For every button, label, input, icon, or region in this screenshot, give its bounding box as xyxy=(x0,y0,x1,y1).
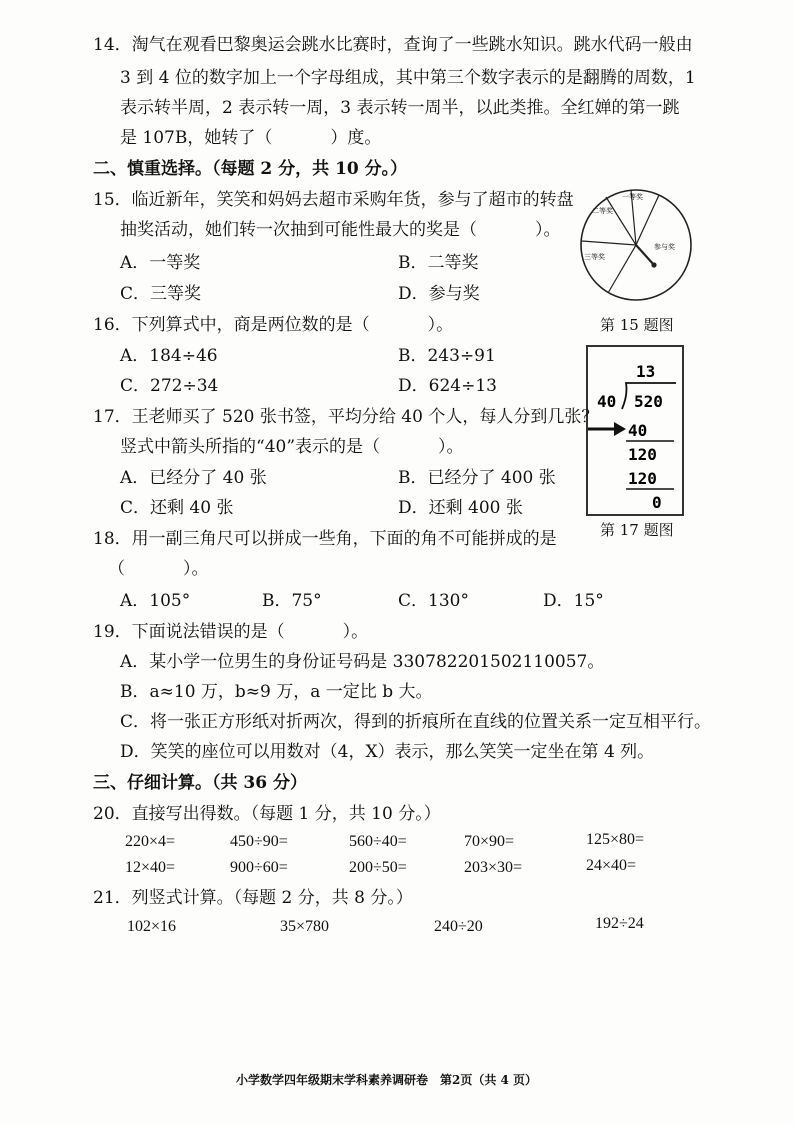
wheel-divider xyxy=(606,197,636,245)
q17-line2 xyxy=(120,436,464,458)
q17-line2-text: 竖式中箭头所指的“40”表示的是（ xyxy=(120,437,381,457)
q19-stem-end: ）。 xyxy=(342,622,369,642)
q19-option-c[interactable]: C．将一张正方形纸对折两次，得到的折痕所在直线的位置关系一定互相平行。 xyxy=(120,712,712,732)
q18-line1: 18．用一副三角尺可以拼成一些角，下面的角不可能拼成的是 xyxy=(93,529,557,549)
q18-line2 xyxy=(108,558,209,580)
q20-item: 220×4= xyxy=(125,833,176,850)
page-footer: 小学数学四年级期末学科素养调研卷 第2页（共 4 页） xyxy=(236,1073,538,1087)
q18-option-c[interactable]: C．130° xyxy=(398,591,469,611)
q19-option-b[interactable]: B．a≈10 万，b≈9 万，a 一定比 b 大。 xyxy=(120,682,433,702)
q18-option-d[interactable]: D．15° xyxy=(543,591,604,611)
wheel-divider xyxy=(608,245,636,293)
q20-item: 70×90= xyxy=(464,833,515,850)
q16-option-c[interactable]: C．272÷34 xyxy=(120,376,219,396)
q17-line1: 17．王老师买了 520 张书签，平均分给 40 个人，每人分到几张？ xyxy=(93,407,599,427)
q20-item: 900÷60= xyxy=(230,859,288,876)
long-division-svg xyxy=(588,347,682,514)
q20-item: 560÷40= xyxy=(349,833,407,850)
long-division-figure xyxy=(586,345,684,516)
q16-stem-end: ）。 xyxy=(427,315,454,335)
wheel-pointer xyxy=(636,245,654,265)
q20-stem: 20．直接写出得数。（每题 1 分，共 10 分。） xyxy=(93,804,441,824)
q21-stem: 21．列竖式计算。（每题 2 分，共 8 分。） xyxy=(93,888,413,908)
wheel-pointer-tip xyxy=(651,262,656,267)
q16-option-a[interactable]: A．184÷46 xyxy=(120,346,218,366)
q19-stem-text: 19．下面说法错误的是（ xyxy=(93,622,285,642)
q19-option-d[interactable]: D．笑笑的座位可以用数对（4，X）表示，那么笑笑一定坐在第 4 列。 xyxy=(120,742,655,762)
q20-item: 24×40= xyxy=(586,857,637,874)
q14-line4-text: 是 107B，她转了（ xyxy=(120,128,273,148)
section-3-heading: 三、仔细计算。（共 36 分） xyxy=(93,773,307,793)
q15-line2-end: ）。 xyxy=(535,220,561,240)
q17-option-c[interactable]: C．还剩 40 张 xyxy=(120,498,234,518)
q17-option-a[interactable]: A．已经分了 40 张 xyxy=(120,468,267,488)
q18-option-a[interactable]: A．105° xyxy=(120,591,191,611)
division-step-2: 120 xyxy=(628,469,657,488)
q19-option-a[interactable]: A．某小学一位男生的身份证号码是 330782201502110057。 xyxy=(120,652,605,672)
q20-item: 12×40= xyxy=(125,859,176,876)
q18-line2-text: （ xyxy=(108,559,125,579)
q17-option-b[interactable]: B．已经分了 400 张 xyxy=(398,468,556,488)
division-dividend: 520 xyxy=(634,392,663,411)
q15-option-a[interactable]: A．一等奖 xyxy=(120,253,201,273)
wheel-label-second: 二等奖 xyxy=(592,207,613,215)
division-remainder-2: 0 xyxy=(652,493,662,512)
figure-17-caption: 第 17 题图 xyxy=(600,521,674,539)
division-step-1: 40 xyxy=(628,421,648,440)
q18-line2-end: ）。 xyxy=(183,559,209,579)
arrow-head-icon xyxy=(614,422,626,436)
q15-option-b[interactable]: B．二等奖 xyxy=(398,253,479,273)
prize-wheel-figure xyxy=(576,175,696,315)
q21-item: 102×16 xyxy=(127,918,177,935)
q18-option-b[interactable]: B．75° xyxy=(262,591,322,611)
q16-option-b[interactable]: B．243÷91 xyxy=(398,346,496,366)
wheel-divider xyxy=(636,195,659,245)
q16-option-d[interactable]: D．624÷13 xyxy=(398,376,497,396)
division-quotient: 13 xyxy=(636,362,656,381)
q14-line1: 14．淘气在观看巴黎奥运会跳水比赛时，查询了一些跳水知识。跳水代码一般由 xyxy=(93,35,693,55)
q14-line4 xyxy=(120,127,381,149)
division-remainder-1: 120 xyxy=(628,445,657,464)
q14-line4-end: ）度。 xyxy=(330,128,382,148)
q15-line1: 15．临近新年，笑笑和妈妈去超市采购年货，参与了超市的转盘 xyxy=(93,190,574,210)
q14-line2: 3 到 4 位的数字加上一个字母组成，其中第三个数字表示的是翻腾的周数，1 xyxy=(120,68,696,88)
q19-stem xyxy=(93,621,368,643)
wheel-label-third: 三等奖 xyxy=(584,253,605,261)
q16-stem xyxy=(93,314,453,336)
q17-option-d[interactable]: D．还剩 400 张 xyxy=(398,498,523,518)
q21-item: 240÷20 xyxy=(434,918,483,935)
q15-option-c[interactable]: C．三等奖 xyxy=(120,284,202,304)
wheel-label-first: 一等奖 xyxy=(622,193,643,201)
q17-line2-end: ）。 xyxy=(438,437,464,457)
q20-item: 125×80= xyxy=(586,831,645,848)
wheel-divider xyxy=(582,241,636,245)
q20-item: 450÷90= xyxy=(230,833,288,850)
q15-line2-text: 抽奖活动，她们转一次抽到可能性最大的奖是（ xyxy=(120,220,477,240)
q21-item: 35×780 xyxy=(280,918,330,935)
q20-item: 200÷50= xyxy=(349,859,407,876)
q16-stem-text: 16．下列算式中，商是两位数的是（ xyxy=(93,315,370,335)
wheel-label-participation: 参与奖 xyxy=(654,243,675,251)
q21-item: 192÷24 xyxy=(595,915,644,932)
division-divisor: 40 xyxy=(597,392,617,411)
section-2-heading: 二、慎重选择。（每题 2 分，共 10 分。） xyxy=(93,159,408,179)
q15-line2 xyxy=(120,219,561,241)
q14-line3: 表示转半周，2 表示转一周，3 表示转一周半，以此类推。全红婵的第一跳 xyxy=(120,98,680,118)
q20-item: 203×30= xyxy=(464,859,523,876)
figure-15-caption: 第 15 题图 xyxy=(600,316,674,334)
q15-option-d[interactable]: D．参与奖 xyxy=(398,284,480,304)
